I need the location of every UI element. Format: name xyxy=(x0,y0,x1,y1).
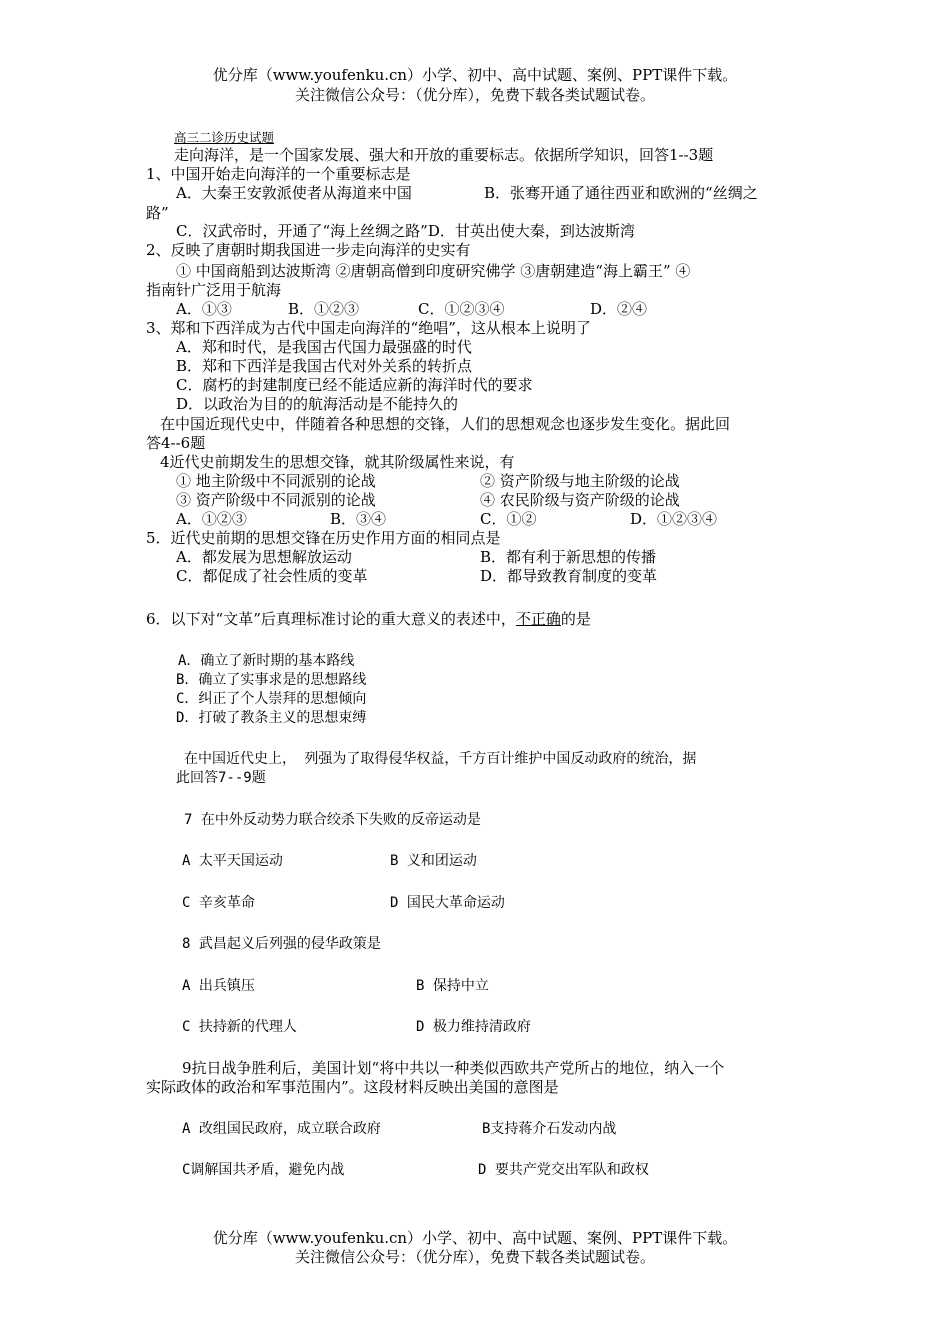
q4-option-b: B．③④ xyxy=(330,510,387,528)
q1-option-cd: C．汉武帝时，开通了“海上丝绸之路”D．甘英出使大秦，到达波斯湾 xyxy=(176,222,635,240)
q2-option-a: A．①③ xyxy=(176,300,232,318)
q6-stem xyxy=(146,610,591,629)
q7-option-b: B 义和团运动 xyxy=(390,853,477,869)
q2-option-c: C．①②③④ xyxy=(418,300,505,318)
q4-option-a: A．①②③ xyxy=(176,510,247,528)
header-line-1: 优分库（www.youfenku.cn）小学、初中、高中试题、案例、PPT课件下载。 xyxy=(212,66,738,84)
q4-option-c: C．①② xyxy=(480,510,537,528)
q3-option-a: A．郑和时代，是我国古代国力最强盛的时代 xyxy=(176,338,472,356)
q3-stem: 3、郑和下西洋成为古代中国走向海洋的“绝唱”，这从根本上说明了 xyxy=(146,319,591,337)
q1-option-a: A．大秦王安敦派使者从海道来中国 xyxy=(176,184,412,202)
q4-option-d: D．①②③④ xyxy=(630,510,718,528)
intro-7-9-cont: 此回答7--9题 xyxy=(176,770,266,786)
q1-option-b: B．张骞开通了通往西亚和欧洲的“丝绸之 xyxy=(484,184,758,202)
q4-item-2: ② 资产阶级与地主阶级的论战 xyxy=(480,472,680,490)
q6-option-c: C．纠正了个人崇拜的思想倾向 xyxy=(176,691,367,707)
q4-item-1: ① 地主阶级中不同派别的论战 xyxy=(176,472,376,490)
q2-stem: 2、反映了唐朝时期我国进一步走向海洋的史实有 xyxy=(146,241,471,259)
q5-stem: 5．近代史前期的思想交锋在历史作用方面的相同点是 xyxy=(146,529,501,547)
q4-stem: 4近代史前期发生的思想交锋，就其阶级属性来说，有 xyxy=(160,453,515,471)
q5-option-c: C．都促成了社会性质的变革 xyxy=(176,567,368,585)
q6-option-d: D．打破了教条主义的思想束缚 xyxy=(176,710,367,726)
q6-option-a: A．确立了新时期的基本路线 xyxy=(178,653,355,669)
q3-option-d: D．以政治为目的的航海活动是不能持久的 xyxy=(176,395,459,413)
q6-option-b: B．确立了实事求是的思想路线 xyxy=(176,672,367,688)
q2-option-b: B．①②③ xyxy=(288,300,360,318)
q8-option-a: A 出兵镇压 xyxy=(182,978,255,994)
q2-option-d: D．②④ xyxy=(590,300,648,318)
q9-stem-cont: 实际政体的政治和军事范围内”。这段材料反映出美国的意图是 xyxy=(146,1078,559,1096)
header-line-2: 关注微信公众号：（优分库），免费下载各类试题试卷。 xyxy=(294,86,655,104)
footer-line-1: 优分库（www.youfenku.cn）小学、初中、高中试题、案例、PPT课件下载。 xyxy=(212,1229,738,1247)
footer-line-2: 关注微信公众号：（优分库），免费下载各类试题试卷。 xyxy=(294,1248,655,1266)
q9-option-b: B支持蒋介石发动内战 xyxy=(482,1121,617,1137)
q3-option-b: B．郑和下西洋是我国古代对外关系的转折点 xyxy=(176,357,473,375)
q9-option-a: A 改组国民政府，成立联合政府 xyxy=(182,1121,381,1137)
q8-option-d: D 极力维持清政府 xyxy=(416,1019,531,1035)
q5-option-a: A．都发展为思想解放运动 xyxy=(176,548,352,566)
q8-stem: 8 武昌起义后列强的侵华政策是 xyxy=(182,936,381,952)
intro-1-3: 走向海洋，是一个国家发展、强大和开放的重要标志。依据所学知识，回答1--3题 xyxy=(174,146,714,164)
q6-stem-post: 的是 xyxy=(560,610,591,628)
q9-option-d: D 要共产党交出军队和政权 xyxy=(478,1162,649,1178)
q3-option-c: C．腐朽的封建制度已经不能适应新的海洋时代的要求 xyxy=(176,376,533,394)
q4-item-4: ④ 农民阶级与资产阶级的论战 xyxy=(480,491,680,509)
doc-title: 高三二诊历史试题 xyxy=(174,130,275,145)
q7-stem: 7 在中外反动势力联合绞杀下失败的反帝运动是 xyxy=(184,812,481,828)
q2-items: ① 中国商船到达波斯湾 ②唐朝高僧到印度研究佛学 ③唐朝建造“海上霸王” ④ xyxy=(176,262,691,280)
q7-option-d: D 国民大革命运动 xyxy=(390,895,505,911)
q1-stem: 1、中国开始走向海洋的一个重要标志是 xyxy=(146,165,411,183)
q5-option-b: B．都有利于新思想的传播 xyxy=(480,548,657,566)
q2-items-cont: 指南针广泛用于航海 xyxy=(146,281,282,299)
q1-option-b-cont: 路” xyxy=(146,204,169,222)
q4-item-3: ③ 资产阶级中不同派别的论战 xyxy=(176,491,376,509)
q6-stem-pre: 6．以下对“文革”后真理标准讨论的重大意义的表述中， xyxy=(146,610,516,628)
intro-4-6: 在中国近现代史中，伴随着各种思想的交锋，人们的思想观念也逐步发生变化。据此回 xyxy=(160,415,731,433)
q9-option-c: C调解国共矛盾，避免内战 xyxy=(182,1162,345,1178)
q5-option-d: D．都导致教育制度的变革 xyxy=(480,567,658,585)
q8-option-b: B 保持中立 xyxy=(416,978,489,994)
q6-stem-underlined: 不正确 xyxy=(515,610,561,628)
q7-option-a: A 太平天国运动 xyxy=(182,853,283,869)
q9-stem: 9抗日战争胜利后，美国计划“将中共以一种类似西欧共产党所占的地位，纳入一个 xyxy=(182,1059,725,1077)
q8-option-c: C 扶持新的代理人 xyxy=(182,1019,297,1035)
q7-option-c: C 辛亥革命 xyxy=(182,895,255,911)
intro-7-9: 在中国近代史上， 列强为了取得侵华权益，千方百计维护中国反动政府的统治，据 xyxy=(184,751,697,767)
intro-4-6-cont: 答4--6题 xyxy=(146,434,206,452)
